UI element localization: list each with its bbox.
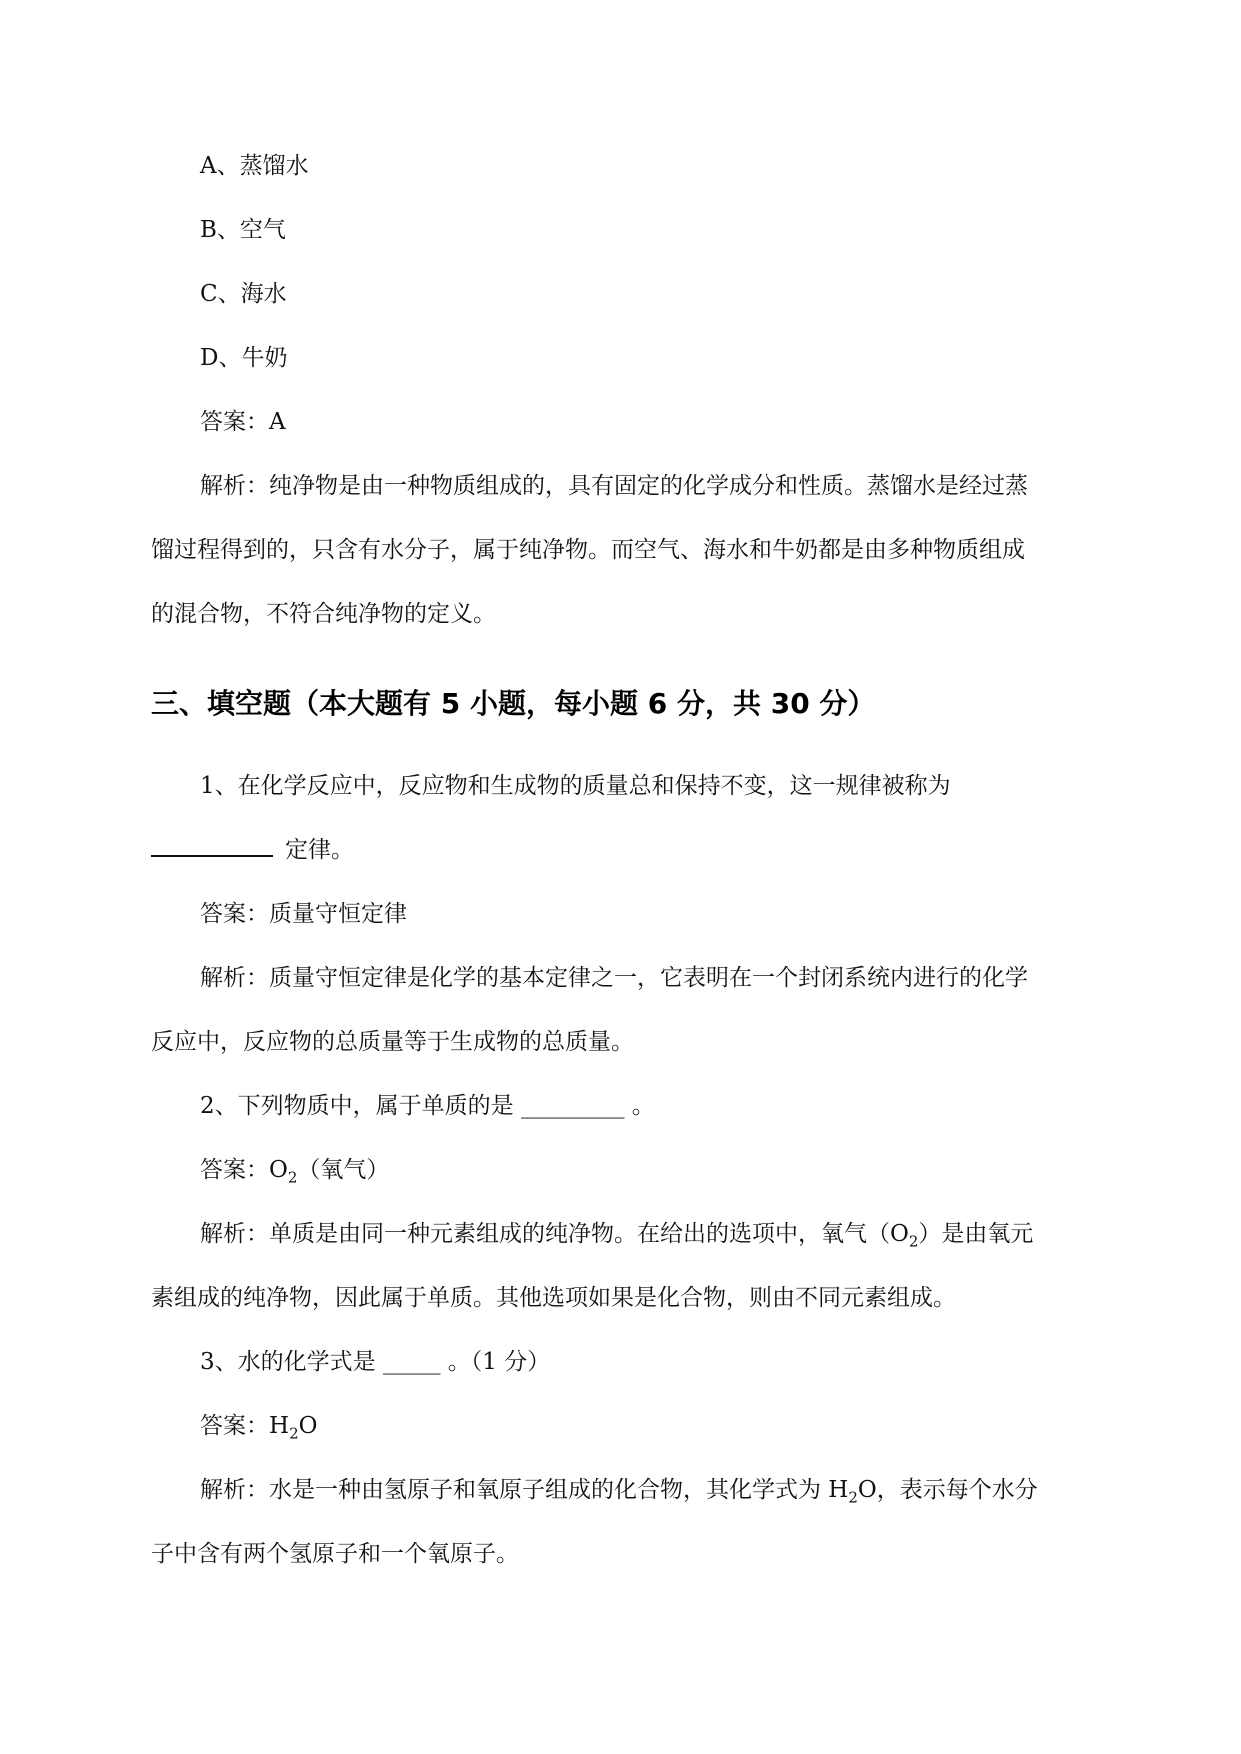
choice-analysis-line-1: 解析：纯净物是由一种物质组成的，具有固定的化学成分和性质。蒸馏水是经过蒸 <box>200 473 1028 499</box>
option-d: D、牛奶 <box>200 345 288 371</box>
choice-analysis-line-3: 的混合物，不符合纯净物的定义。 <box>151 601 496 627</box>
q2-analysis-line-1: 解析：单质是由同一种元素组成的纯净物。在给出的选项中，氧气$(O_2)$是由氧元 <box>200 1221 1034 1251</box>
section-heading: 三、填空题（本大题有 5 小题，每小题 6 分，共 30 分） <box>151 687 876 720</box>
q3-answer: 答案：$H_2O$ <box>200 1413 318 1443</box>
q1-blank-line <box>151 834 354 866</box>
q1-analysis-line-1: 解析：质量守恒定律是化学的基本定律之一，它表明在一个封闭系统内进行的化学 <box>200 965 1028 991</box>
q1-answer-blank <box>151 835 273 857</box>
q2-answer: 答案：$O_2$（氧气） <box>200 1157 390 1187</box>
q1-text: 1、在化学反应中，反应物和生成物的质量总和保持不变，这一规律被称为 <box>200 773 951 799</box>
q1-analysis-line-2: 反应中，反应物的总质量等于生成物的总质量。 <box>151 1029 634 1055</box>
q2-text: 2、下列物质中，属于单质的是 _________ 。 <box>200 1093 655 1119</box>
q2-analysis-line-2: 素组成的纯净物，因此属于单质。其他选项如果是化合物，则由不同元素组成。 <box>151 1285 956 1311</box>
q3-text: 3、水的化学式是 _____ 。（1 分） <box>200 1349 551 1375</box>
q3-analysis-line-1: 解析：水是一种由氢原子和氧原子组成的化合物，其化学式为 $H_2O$，表示每个水分 <box>200 1477 1038 1507</box>
option-c: C、海水 <box>200 281 287 307</box>
choice-answer: 答案：A <box>200 409 286 435</box>
option-a: A、蒸馏水 <box>200 153 309 179</box>
q1-answer: 答案：质量守恒定律 <box>200 901 407 927</box>
q1-tail: 定律。 <box>285 837 354 863</box>
option-b: B、空气 <box>200 217 286 243</box>
q3-analysis-line-2: 子中含有两个氢原子和一个氧原子。 <box>151 1541 519 1567</box>
choice-analysis-line-2: 馏过程得到的，只含有水分子，属于纯净物。而空气、海水和牛奶都是由多种物质组成 <box>151 537 1025 563</box>
